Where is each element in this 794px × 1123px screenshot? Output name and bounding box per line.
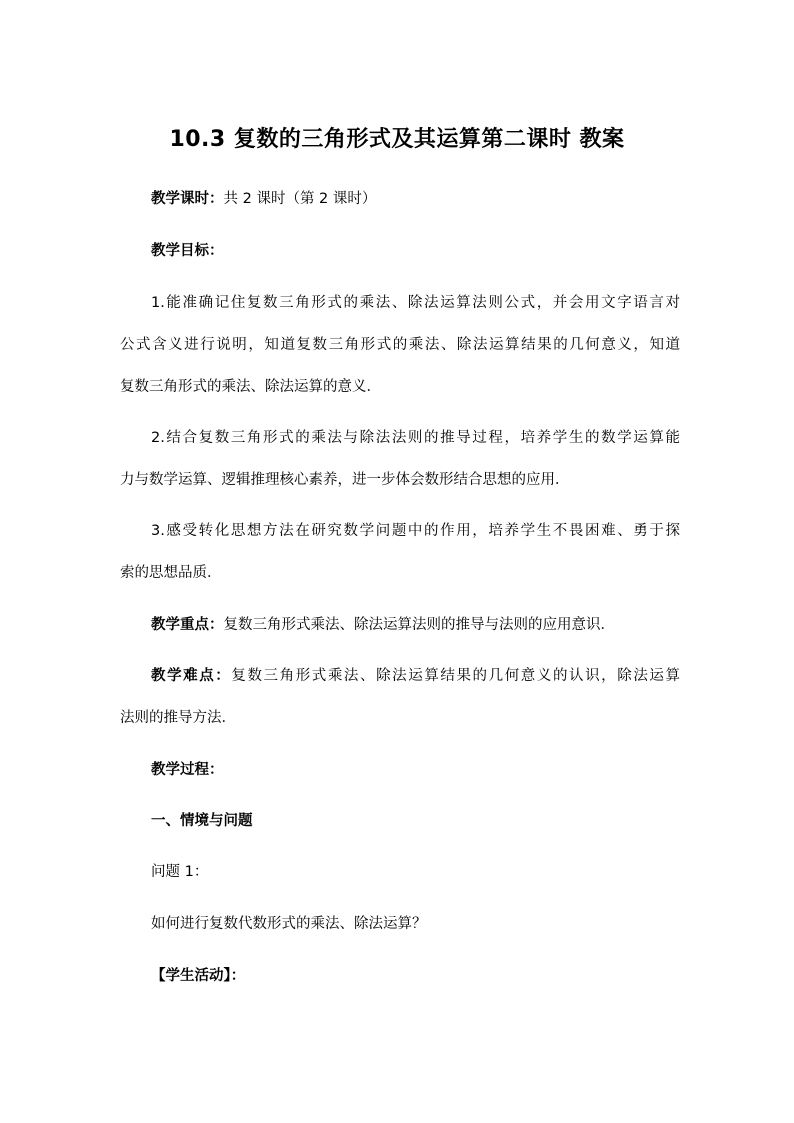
document-title: 10.3 复数的三角形式及其运算第二课时 教案 [169,127,625,152]
teaching-hours-value: 共 2 课时（第 2 课时） [223,191,377,207]
section-heading: 一、情境与问题 [151,813,253,829]
difficulties-label: 教学难点： [151,668,232,684]
key-points [151,615,680,635]
objective-1-line-2: 公式含义进行说明，知道复数三角形式的乘法、除法运算结果的几何意义，知道 [120,337,680,353]
difficulties-value: 复数三角形式乘法、除法运算结果的几何意义的认识，除法运算 [231,668,680,684]
objective-2-line-1: 2.结合复数三角形式的乘法与除法法则的推导过程，培养学生的数学运算能 [151,430,680,446]
key-points-label: 教学重点： [151,617,224,633]
student-activity-heading: 【学生活动】： [151,968,246,984]
objectives-heading: 教学目标： [151,243,224,259]
key-points-value: 复数三角形式乘法、除法运算法则的推导与法则的应用意识． [223,617,615,633]
objective-1-line-1: 1.能准确记住复数三角形式的乘法、除法运算法则公式，并会用文字语言对 [151,295,680,311]
objective-1-line-3: 复数三角形式的乘法、除法运算的意义． [120,379,381,395]
process-heading: 教学过程： [151,762,224,778]
teaching-hours-label: 教学课时： [151,191,224,207]
objective-3-line-1: 3.感受转化思想方法在研究数学问题中的作用，培养学生不畏困难、勇于探 [151,523,680,539]
difficulties-line-2: 法则的推导方法． [120,710,236,726]
difficulties-line-1 [151,666,680,686]
question-label: 问题 1： [151,864,209,880]
objective-2-line-2: 力与数学运算、逻辑推理核心素养，进一步体会数形结合思想的应用． [120,472,570,488]
objective-3-line-2: 索的思想品质． [120,565,222,581]
question-text: 如何进行复数代数形式的乘法、除法运算？ [151,916,427,932]
teaching-hours [151,189,680,209]
